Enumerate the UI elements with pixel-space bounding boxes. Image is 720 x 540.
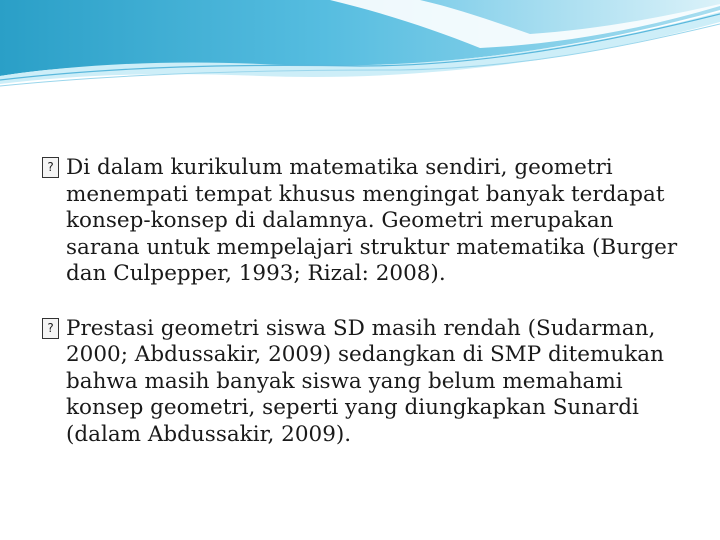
bullet-text: Prestasi geometri siswa SD masih rendah (Sudarman, 2000; Abdussakir, 2009) sedangkan di SMP ditemukan bahwa masih banyak siswa yang belum memahami konsep geometri, seperti yang diungkapkan Sunardi (dalam Abdussakir, 2009).: [66, 315, 664, 447]
header-wave-decoration: [0, 0, 720, 90]
bullet-text: Di dalam kurikulum matematika sendiri, geometri menempati tempat khusus mengingat banyak terdapat konsep-konsep di dalamnya. Geometri merupakan sarana untuk mempelajari struktur matematika (Burger dan Culpepper, 1993; Rizal: 2008).: [66, 155, 678, 286]
bullet-item: [42, 155, 692, 288]
missing-glyph-icon: [42, 318, 59, 339]
missing-glyph-icon: [42, 157, 59, 178]
bullet-list: [42, 155, 692, 476]
bullet-item: [42, 316, 692, 449]
